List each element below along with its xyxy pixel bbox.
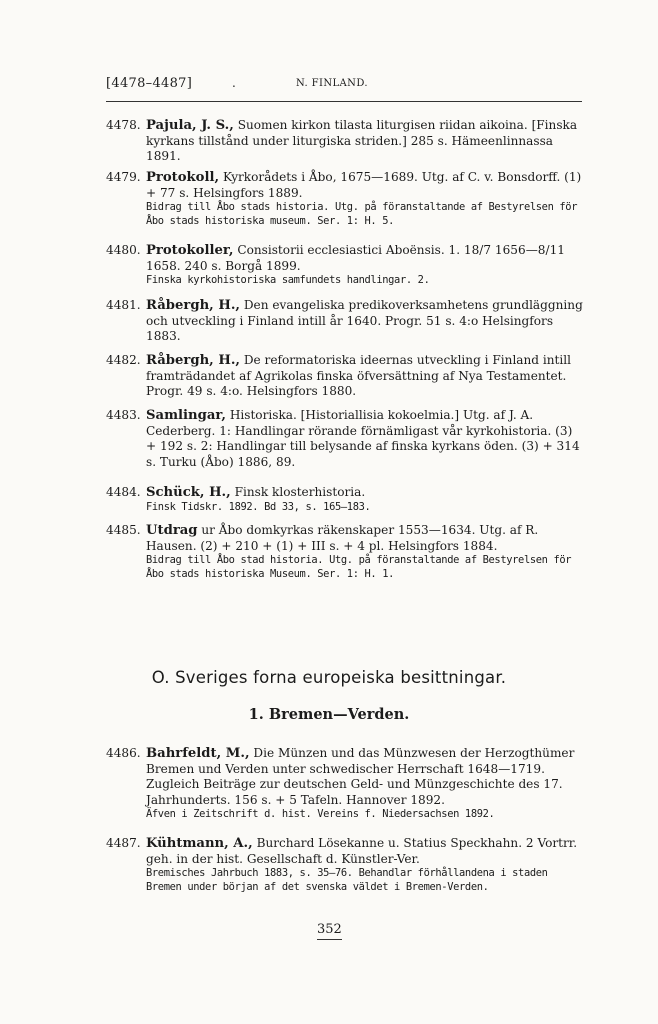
header-rule (106, 101, 582, 102)
entry-4487 (106, 836, 586, 894)
entry-number: 4486. (106, 746, 141, 760)
entry-number: 4479. (106, 170, 141, 184)
entry-text: Kyrkorådets i Åbo, 1675—1689. Utg. af C. v. Bonsdorff. (1) + 77 s. Helsingfors 1889. (146, 170, 582, 200)
entry-text: Suomen kirkon tilasta liturgisen riidan aikoina. [Finska kyrkans tillstånd under liturgiska striden.] 285 s. Hämeenlinnassa 1891. (146, 118, 578, 163)
entry-number: 4487. (106, 836, 141, 850)
entry-author: Råbergh, H., (146, 353, 240, 368)
entry-note: Finska kyrkohistoriska samfundets handlingar. 2. (146, 274, 430, 286)
entry-4481 (106, 298, 586, 345)
entry-note: Bidrag till Åbo stads historia. Utg. på föranstaltande af Bestyrelsen för Åbo stads historiska museum. Ser. 1: H. 5. (146, 201, 578, 227)
entry-text: Finsk klosterhistoria. (230, 485, 366, 499)
entry-text: Historiska. [Historiallisia kokoelmia.] Utg. af J. A. Cederberg. 1: Handlingar rörande förnämligast vår kyrkohistoria. (3) + 192 s. 2: Handlingar till belysande af finska kyrkans öden. (3) + 314 s. Turku (Åbo) 1886, 89. (146, 408, 580, 469)
page-number-text: 352 (317, 922, 342, 937)
entry-text: Den evangeliska predikoverksamhetens grundläggning och utveckling i Finland intill år 1640. Progr. 51 s. 4:o Helsingfors 1883. (146, 298, 583, 343)
entry-4486 (106, 746, 586, 822)
entry-4478 (106, 118, 586, 165)
entry-number: 4484. (106, 485, 141, 499)
entry-author: Protokoller, (146, 243, 234, 258)
page-number (313, 922, 346, 940)
entry-4480 (106, 243, 586, 288)
page-number-underline (317, 939, 342, 940)
entry-4482 (106, 353, 586, 400)
entry-author: Bahrfeldt, M., (146, 746, 250, 761)
entry-4479 (106, 170, 586, 228)
entry-number: 4485. (106, 523, 141, 537)
entry-author: Protokoll, (146, 170, 220, 185)
running-head (106, 76, 582, 96)
entry-note: Bidrag till Åbo stad historia. Utg. på föranstaltande af Bestyrelsen för Åbo stads historiska Museum. Ser. 1: H. 1. (146, 554, 572, 580)
entry-4483 (106, 408, 586, 470)
entry-text: Consistorii ecclesiastici Aboënsis. 1. 18/7 1656—8/11 1658. 240 s. Borgå 1899. (146, 243, 565, 273)
entry-text: De reformatoriska ideernas utveckling i Finland intill framträdandet af Agrikolas finska öfversättning af Nya Testamentet. Progr. 49 s. 4:o. Helsingfors 1880. (146, 353, 572, 398)
entry-author: Utdrag (146, 523, 198, 538)
entry-number: 4478. (106, 118, 141, 132)
entry-note: Bremisches Jahrbuch 1883, s. 35—76. Behandlar förhållandena i staden Bremen under början af det svenska väldet i Bremen-Verden. (146, 867, 548, 893)
section-title: O. Sveriges forna europeiska besittningar. (151, 668, 507, 687)
entry-number: 4480. (106, 243, 141, 257)
entry-4485 (106, 523, 586, 581)
entry-author: Kühtmann, A., (146, 836, 253, 851)
entry-text: ur Åbo domkyrkas räkenskaper 1553—1634. Utg. af R. Hausen. (2) + 210 + (1) + III s. + 4 pl. Helsingfors 1884. (146, 523, 539, 553)
entry-4484 (106, 485, 586, 514)
section-heading: N. FINLAND. (296, 78, 368, 89)
entry-author: Schück, H., (146, 485, 231, 500)
entry-author: Samlingar, (146, 408, 226, 423)
entry-author: Pajula, J. S., (146, 118, 234, 133)
entry-note: Äfven i Zeitschrift d. hist. Vereins f. Niedersachsen 1892. (146, 808, 495, 820)
entry-text: Die Münzen und das Münzwesen der Herzogthümer Bremen und Verden unter schwedischer Herrschaft 1648—1719. Zugleich Beiträge zur deutschen Geld- und Münzgeschichte des 17. Jahrhunderts. 156 s. + 5 Tafeln. Hannover 1892. (146, 746, 575, 807)
subsection-title: 1. Bremen—Verden. (248, 706, 410, 723)
entry-author: Råbergh, H., (146, 298, 240, 313)
entry-number: 4481. (106, 298, 141, 312)
entry-number: 4482. (106, 353, 141, 367)
entry-note: Finsk Tidskr. 1892. Bd 33, s. 165—183. (146, 500, 371, 513)
entry-number: 4483. (106, 408, 141, 422)
header-dot: . (232, 76, 236, 90)
entry-range: [4478–4487] (106, 76, 193, 91)
entry-text: Burchard Lösekanne u. Statius Speckhahn. 2 Vortrr. geh. in der hist. Gesellschaft d. Künstler-Ver. (146, 836, 578, 866)
